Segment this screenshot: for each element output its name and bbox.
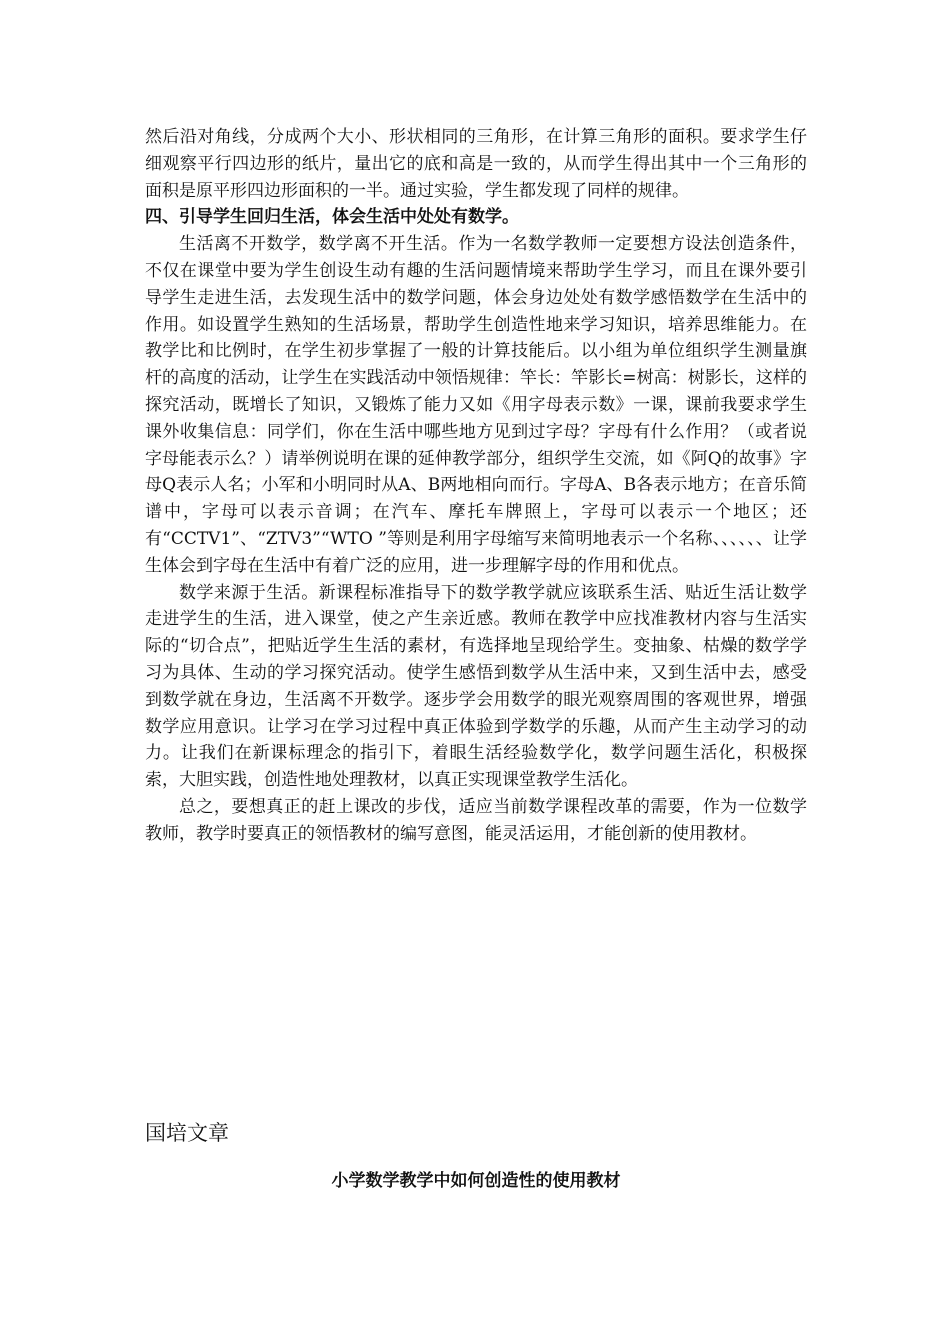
article-title: 小学数学教学中如何创造性的使用教材 <box>331 1171 621 1191</box>
paragraph-math-from-life: 数学来源于生活。新课程标准指导下的数学教学就应该联系生活、贴近生活让数学走进学生的生活，进入课堂，使之产生亲近感。教师在教学中应找准教材内容与生活实际的“切合点”，把贴近学生生活的素材，有选择地呈现给学生。变抽象、枯燥的数学学习为具体、生动的学习探究活动。使学生感悟到数学从生活中来，又到生活中去，感受到数学就在身边，生活离不开数学。逐步学会用数学的眼光观察周围的客观世界，增强数学应用意识。让学习在学习过程中真正体验到学数学的乐趣，从而产生主动学习的动力。让我们在新课标理念的指引下，着眼生活经验数学化，数学问题生活化，积极探索，大胆实践，创造性地处理教材，以真正实现课堂教学生活化。 <box>145 582 807 791</box>
section-heading: 四、引导学生回归生活，体会生活中处处有数学。 <box>145 207 519 228</box>
paragraph-conclusion: 总之，要想真正的赶上课改的步伐，适应当前数学课程改革的需要，作为一位数学教师，教学时要真正的领悟教材的编写意图，能灵活运用，才能创新的使用教材。 <box>145 796 807 844</box>
document-body <box>145 124 807 848</box>
footer-label: 国培文章 <box>145 1121 229 1145</box>
paragraph-continuation: 然后沿对角线，分成两个大小、形状相同的三角形，在计算三角形的面积。要求学生仔细观察平行四边形的纸片，量出它的底和高是一致的，从而学生得出其中一个三角形的面积是原平形四边形面积的一半。通过实验，学生都发现了同样的规律。 <box>145 127 807 201</box>
paragraph-life-math: 生活离不开数学，数学离不开生活。作为一名数学教师一定要想方设法创造条件，不仅在课堂中要为学生创设生动有趣的生活问题情境来帮助学生学习，而且在课外要引导学生走进生活，去发现生活中的数学问题，体会身边处处有数学感悟数学在生活中的作用。如设置学生熟知的生活场景，帮助学生创造性地来学习知识，培养思维能力。在教学比和比例时，在学生初步掌握了一般的计算技能后。以小组为单位组织学生测量旗杆的高度的活动，让学生在实践活动中领悟规律：竿长：竿影长=树高：树影长，这样的探究活动，既增长了知识，又锻炼了能力又如《用字母表示数》一课，课前我要求学生课外收集信息：同学们，你在生活中哪些地方见到过字母？字母有什么作用？（或者说字母能表示么？）请举例说明在课的延伸教学部分，组织学生交流，如《阿Q的故事》字母Q表示人名；小军和小明同时从A、B两地相向而行。字母A、B各表示地方；在音乐简谱中，字母可以表示音调；在汽车、摩托车牌照上，字母可以表示一个地区；还有“CCTV1”、“ZTV3”“WTO ”等则是利用字母缩写来简明地表示一个名称、、、、、、让学生体会到字母在生活中有着广泛的应用，进一步理解字母的作用和优点。 <box>145 234 807 576</box>
